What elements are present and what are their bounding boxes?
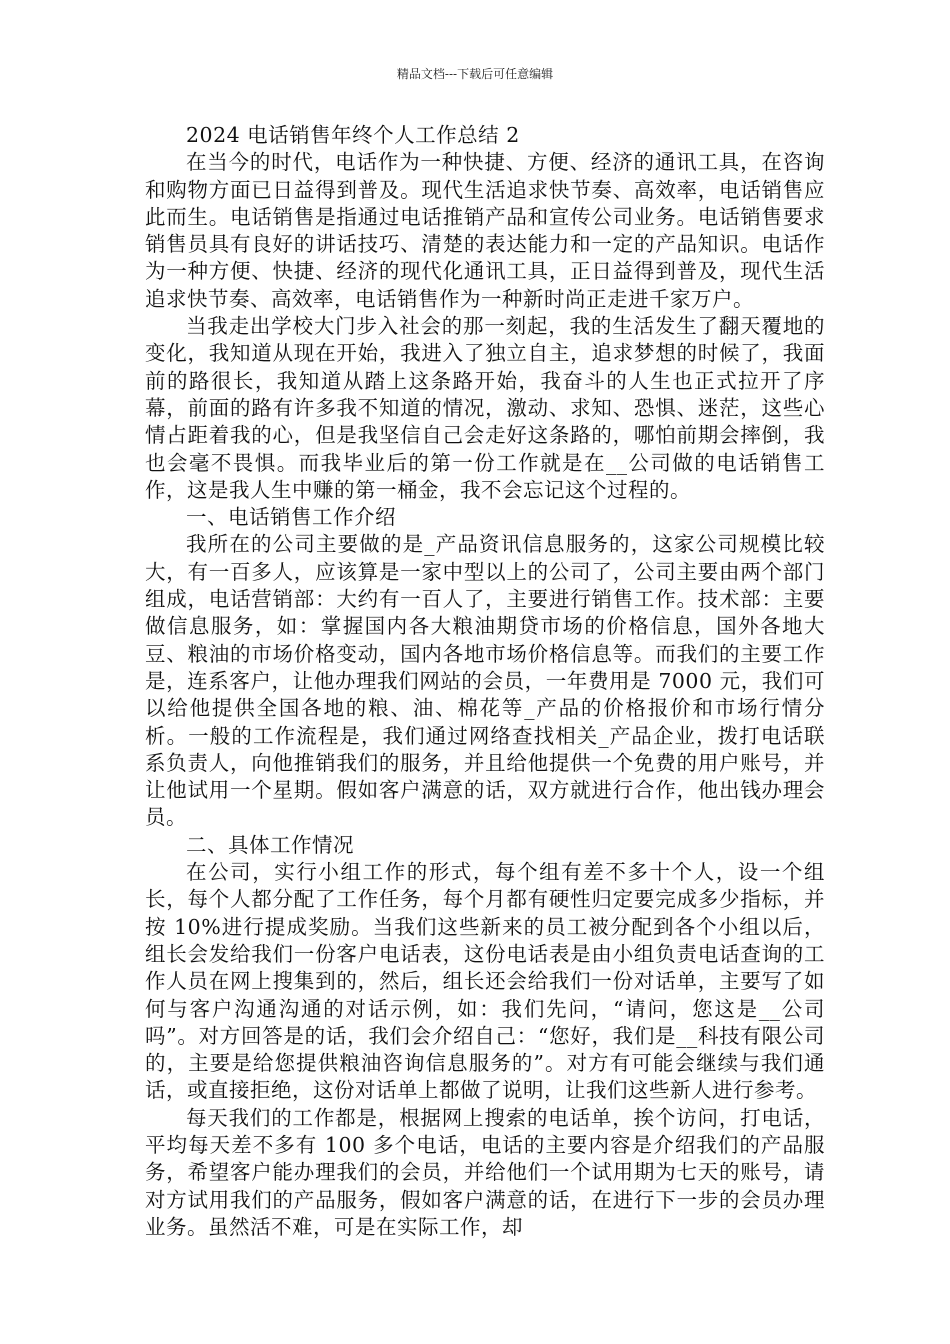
paragraph-section-2-a: 在公司，实行小组工作的形式，每个组有差不多十个人，设一个组长，每个人都分配了工作任务，每个月都有硬性归定要完成多少指标，并按 10%进行提成奖励。当我们这些新来的员工被分配到各个小组以后，组长会发给我们一份客户电话表，这份电话表是由小组负责电话查询的工作人员在网上搜集到的，然后，组长还会给我们一份对话单，主要写了如何与客户沟通沟通的对话示例，如：我们先问，“请问，您这是__公司吗”。对方回答是的话，我们会介绍自己：“您好，我们是__科技有限公司的，主要是给您提供粮油咨询信息服务的”。对方有可能会继续与我们通话，或直接拒绝，这份对话单上都做了说明，让我们这些新人进行参考。: [145, 860, 825, 1103]
document-title: 2024 电话销售年终个人工作总结 2: [186, 123, 520, 147]
paragraph-section-1: 我所在的公司主要做的是_产品资讯信息服务的，这家公司规模比较大，有一百多人，应该算是一家中型以上的公司了，公司主要由两个部门组成，电话营销部：大约有一百人了，主要进行销售工作。技术部：主要做信息服务，如：掌握国内各大粮油期贷市场的价格信息，国外各地大豆、粮油的市场价格变动，国内各地市场价格信息等。而我们的主要工作是，连系客户，让他办理我们网站的会员，一年费用是 7000 元，我们可以给他提供全国各地的粮、油、棉花等_产品的价格报价和市场行情分析。一般的工作流程是，我们通过网络查找相关_产品企业，拨打电话联系负责人，向他推销我们的服务，并且给他提供一个免费的用户账号，并让他试用一个星期。假如客户满意的话，双方就进行合作，他出钱办理会员。: [145, 532, 825, 830]
paragraph-personal: 当我走出学校大门步入社会的那一刻起，我的生活发生了翻天覆地的变化，我知道从现在开始，我进入了独立自主，追求梦想的时候了，我面前的路很长，我知道从踏上这条路开始，我奋斗的人生也正式拉开了序幕，前面的路有许多我不知道的情况，激动、求知、恐惧、迷茫，这些心情占距着我的心，但是我坚信自己会走好这条路的，哪怕前期会摔倒，我也会毫不畏惧。而我毕业后的第一份工作就是在__公司做的电话销售工作，这是我人生中赚的第一桶金，我不会忘记这个过程的。: [145, 314, 825, 502]
section-heading-2: 二、具体工作情况: [186, 832, 354, 857]
page-header: 精品文档---下载后可任意编辑: [396, 67, 554, 81]
document-body: [145, 122, 825, 1241]
section-heading-1: 一、电话销售工作介绍: [186, 505, 396, 530]
paragraph-section-2-b: 每天我们的工作都是，根据网上搜索的电话单，挨个访问，打电话，平均每天差不多有 100 多个电话，电话的主要内容是介绍我们的产品服务，希望客户能办理我们的会员，并给他们一个试用期为七天的账号，请对方试用我们的产品服务，假如客户满意的话，在进行下一步的会员办理业务。虽然活不难，可是在实际工作，却: [145, 1105, 825, 1239]
paragraph-intro: 在当今的时代，电话作为一种快捷、方便、经济的通讯工具，在咨询和购物方面已日益得到普及。现代生活追求快节奏、高效率，电话销售应此而生。电话销售是指通过电话推销产品和宣传公司业务。电话销售要求销售员具有良好的讲话技巧、清楚的表达能力和一定的产品知识。电话作为一种方便、快捷、经济的现代化通讯工具，正日益得到普及，现代生活追求快节奏、高效率，电话销售作为一种新时尚正走进千家万户。: [145, 150, 825, 311]
